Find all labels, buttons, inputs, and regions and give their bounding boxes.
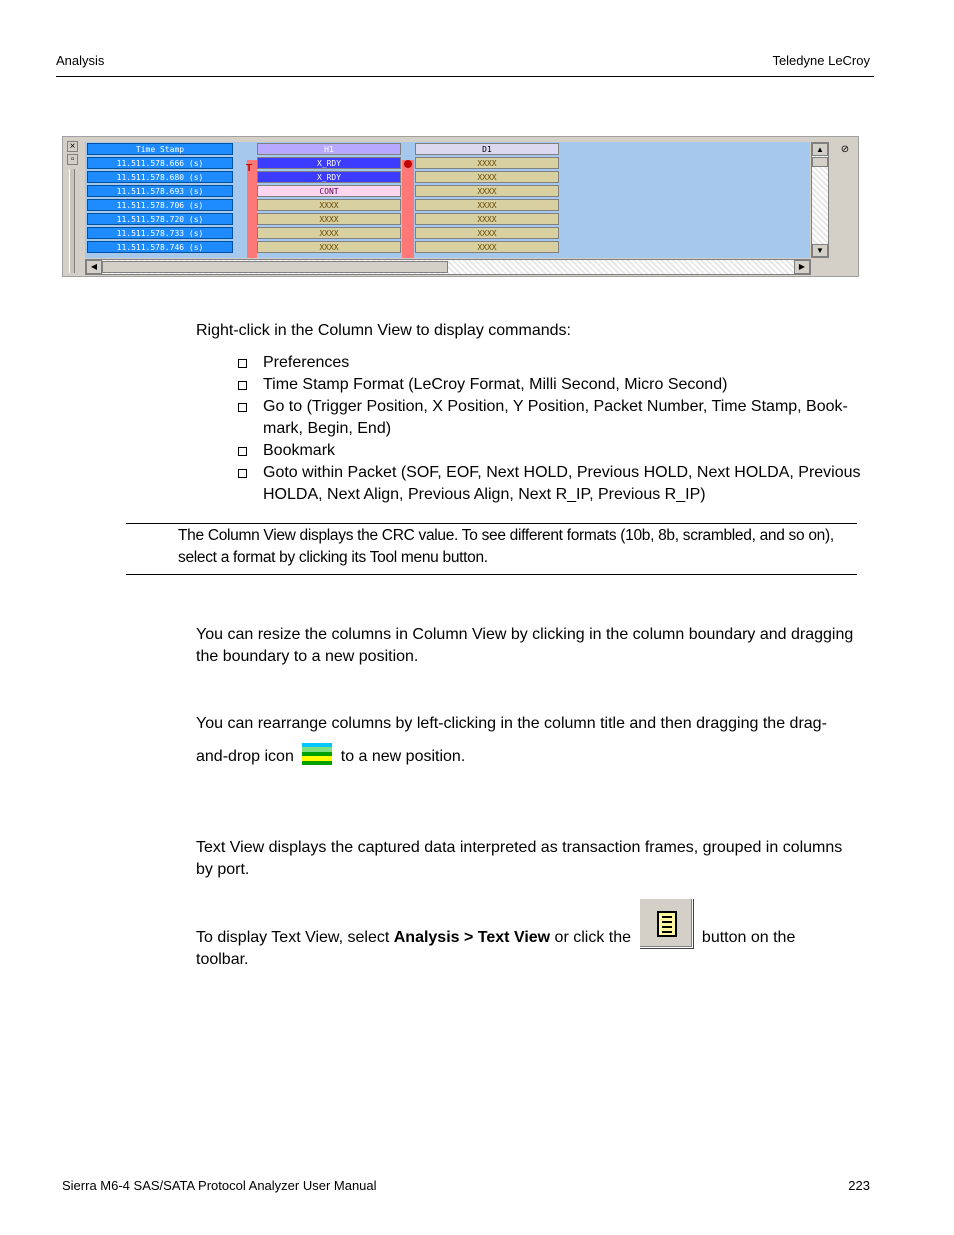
command-list	[238, 352, 878, 506]
checkbox-bullet-icon	[238, 403, 247, 412]
timestamp-cell: 11.511.578.666 (s)	[87, 157, 233, 169]
h1-cell: CONT	[257, 185, 401, 197]
column-view-screenshot	[62, 136, 859, 277]
horizontal-scroll-thumb[interactable]	[102, 261, 448, 273]
d1-cell: XXXX	[415, 241, 559, 253]
h1-cell: XXXX	[257, 227, 401, 239]
textview-description: Text View displays the captured data interpreted as transaction frames, grouped in columns by port.	[196, 839, 843, 878]
note-text: The Column View displays the CRC value. To see different formats (10b, 8b, scrambled, and so on), select a format by clicking its Tool menu button.	[178, 527, 834, 566]
timestamp-cell: 11.511.578.733 (s)	[87, 227, 233, 239]
d1-cell: XXXX	[415, 199, 559, 211]
scroll-up-icon[interactable]: ▲	[812, 143, 828, 156]
note-top-rule	[126, 523, 857, 524]
d1-cell: XXXX	[415, 227, 559, 239]
list-item: Go to (Trigger Position, X Position, Y Position, Packet Number, Time Stamp, Book-mark, Begin, End)	[238, 396, 878, 440]
header-section: Analysis	[56, 53, 105, 68]
h1-cell: X_RDY	[257, 157, 401, 169]
d1-cell: XXXX	[415, 213, 559, 225]
scroll-right-icon[interactable]: ▶	[794, 260, 810, 274]
rearrange-line1: You can rearrange columns by left-clicking in the column title and then dragging the drag-	[196, 715, 827, 732]
rearrange-line2: and-drop icon to a new position.	[196, 742, 876, 772]
bookmark-marker-column	[402, 160, 414, 258]
footer-page-number: 223	[848, 1178, 870, 1193]
list-item: Bookmark	[238, 440, 878, 462]
restore-icon[interactable]: ▫	[67, 154, 78, 165]
splitter-rail[interactable]	[69, 169, 75, 273]
h1-cell: X_RDY	[257, 171, 401, 183]
textview-display-line2: toolbar.	[196, 951, 249, 968]
h1-cell: XXXX	[257, 199, 401, 211]
link-icon[interactable]: ⊘	[840, 144, 850, 155]
scroll-down-icon[interactable]: ▼	[812, 244, 828, 257]
column-title-d1[interactable]: D1	[415, 143, 559, 155]
checkbox-bullet-icon	[238, 469, 247, 478]
h1-cell: XXXX	[257, 241, 401, 253]
column-grid	[85, 142, 810, 258]
h1-cell: XXXX	[257, 213, 401, 225]
checkbox-bullet-icon	[238, 447, 247, 456]
timestamp-cell: 11.511.578.680 (s)	[87, 171, 233, 183]
timestamp-cell: 11.511.578.720 (s)	[87, 213, 233, 225]
trigger-marker-column	[247, 160, 257, 258]
resize-text: You can resize the columns in Column View by clicking in the column boundary and dragging the boundary to a new position.	[196, 626, 854, 665]
close-icon[interactable]: ×	[67, 141, 78, 152]
list-item: Preferences	[238, 352, 878, 374]
header-company: Teledyne LeCroy	[772, 53, 870, 68]
checkbox-bullet-icon	[238, 359, 247, 368]
header-rule	[56, 76, 874, 77]
note-bottom-rule	[126, 574, 857, 575]
drag-drop-icon	[302, 743, 332, 765]
d1-cell: XXXX	[415, 157, 559, 169]
footer-manual-title: Sierra M6-4 SAS/SATA Protocol Analyzer User Manual	[62, 1178, 377, 1193]
column-title-timestamp[interactable]: Time Stamp	[87, 143, 233, 155]
trigger-icon: T	[246, 163, 253, 174]
d1-cell: XXXX	[415, 185, 559, 197]
checkbox-bullet-icon	[238, 381, 247, 390]
column-title-h1[interactable]: H1	[257, 143, 401, 155]
timestamp-cell: 11.511.578.746 (s)	[87, 241, 233, 253]
d1-cell: XXXX	[415, 171, 559, 183]
textview-display-line: To display Text View, select Analysis > Text View or click the button on the	[196, 898, 876, 949]
scroll-left-icon[interactable]: ◀	[86, 260, 102, 274]
vertical-scrollbar[interactable]	[811, 142, 829, 258]
list-item: Time Stamp Format (LeCroy Format, Milli Second, Micro Second)	[238, 374, 878, 396]
scroll-thumb[interactable]	[812, 157, 828, 167]
timestamp-cell: 11.511.578.693 (s)	[87, 185, 233, 197]
timestamp-cell: 11.511.578.706 (s)	[87, 199, 233, 211]
bookmark-icon	[404, 160, 412, 168]
list-item: Goto within Packet (SOF, EOF, Next HOLD, Previous HOLD, Next HOLDA, Previous HOLDA, Next Align, Previous Align, Next R_IP, Previous R_IP)	[238, 462, 878, 506]
intro-text: Right-click in the Column View to display commands:	[196, 322, 571, 339]
horizontal-scrollbar[interactable]	[85, 259, 811, 275]
text-view-button-icon[interactable]	[639, 898, 693, 948]
